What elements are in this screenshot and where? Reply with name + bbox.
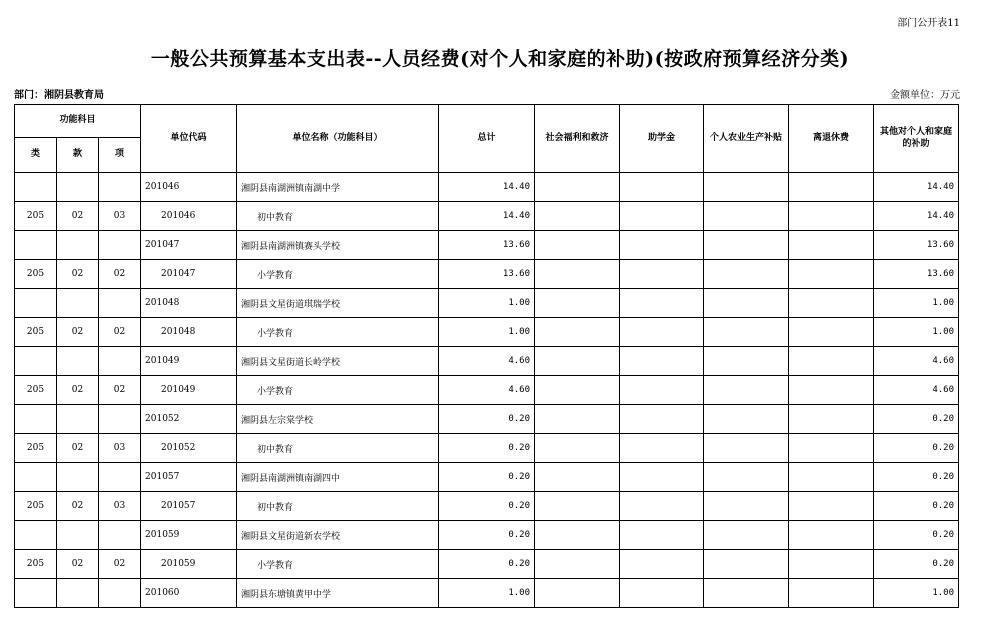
cell-total: 1.00: [439, 289, 535, 318]
table-row: [15, 376, 959, 405]
cell-total: 0.20: [439, 463, 535, 492]
table-row: [15, 289, 959, 318]
cell-unit-name: 小学教育: [237, 376, 439, 405]
cell-total: 1.00: [439, 318, 535, 347]
cell-lei: [15, 173, 57, 202]
header-farm-subsidy: 个人农业生产补贴: [704, 105, 789, 173]
page-title: 一般公共预算基本支出表--人员经费(对个人和家庭的补助)(按政府预算经济分类): [150, 48, 850, 70]
cell-farm-subsidy: [704, 376, 789, 405]
header-func-subject: 功能科目: [15, 105, 141, 138]
cell-unit-name: 初中教育: [237, 492, 439, 521]
cell-farm-subsidy: [704, 405, 789, 434]
cell-social-welfare: [535, 463, 620, 492]
cell-lei: [15, 521, 57, 550]
table-row: [15, 405, 959, 434]
cell-stipend: [620, 579, 704, 608]
header-social-welfare: 社会福利和救济: [535, 105, 620, 173]
amount-unit-label: 金额单位：万元: [890, 90, 960, 101]
cell-social-welfare: [535, 347, 620, 376]
cell-unit-code: 201052: [141, 405, 237, 434]
cell-stipend: [620, 463, 704, 492]
cell-unit-name: 小学教育: [237, 550, 439, 579]
cell-unit-code: 201048: [141, 318, 237, 347]
cell-total: 4.60: [439, 376, 535, 405]
cell-social-welfare: [535, 550, 620, 579]
table-row: [15, 492, 959, 521]
cell-total: 13.60: [439, 231, 535, 260]
cell-stipend: [620, 405, 704, 434]
cell-total: 0.20: [439, 492, 535, 521]
cell-retirement: [789, 231, 874, 260]
cell-other-subsidy: 0.20: [874, 521, 959, 550]
cell-xiang: [99, 173, 141, 202]
header-retirement: 离退休费: [789, 105, 874, 173]
cell-social-welfare: [535, 318, 620, 347]
cell-social-welfare: [535, 173, 620, 202]
cell-farm-subsidy: [704, 521, 789, 550]
cell-unit-name: 湘阴县左宗棠学校: [237, 405, 439, 434]
cell-total: 14.40: [439, 173, 535, 202]
cell-kuan: [57, 463, 99, 492]
cell-unit-code: 201047: [141, 231, 237, 260]
cell-unit-name: 湘阴县文星街道新农学校: [237, 521, 439, 550]
cell-kuan: 02: [57, 202, 99, 231]
header-unit-code: 单位代码: [141, 105, 237, 173]
cell-other-subsidy: 4.60: [874, 376, 959, 405]
cell-kuan: [57, 173, 99, 202]
cell-total: 1.00: [439, 579, 535, 608]
table-body: [15, 173, 959, 608]
cell-unit-code: 201049: [141, 347, 237, 376]
cell-stipend: [620, 492, 704, 521]
cell-unit-code: 201047: [141, 260, 237, 289]
cell-other-subsidy: 13.60: [874, 231, 959, 260]
cell-social-welfare: [535, 579, 620, 608]
cell-lei: [15, 231, 57, 260]
cell-other-subsidy: 0.20: [874, 405, 959, 434]
cell-lei: [15, 289, 57, 318]
cell-total: 13.60: [439, 260, 535, 289]
cell-kuan: 02: [57, 376, 99, 405]
header-xiang: 项: [99, 138, 141, 173]
cell-kuan: [57, 579, 99, 608]
cell-unit-code: 201046: [141, 202, 237, 231]
cell-lei: 205: [15, 318, 57, 347]
cell-farm-subsidy: [704, 202, 789, 231]
cell-unit-code: 201059: [141, 521, 237, 550]
cell-kuan: [57, 289, 99, 318]
table-row: [15, 579, 959, 608]
cell-unit-name: 初中教育: [237, 202, 439, 231]
table-row: [15, 347, 959, 376]
cell-farm-subsidy: [704, 318, 789, 347]
cell-lei: 205: [15, 434, 57, 463]
cell-stipend: [620, 202, 704, 231]
cell-unit-code: 201057: [141, 492, 237, 521]
cell-social-welfare: [535, 492, 620, 521]
form-number: 部门公开表11: [897, 18, 960, 29]
header-stipend: 助学金: [620, 105, 704, 173]
cell-unit-name: 湘阴县文星街道长岭学校: [237, 347, 439, 376]
cell-total: 0.20: [439, 521, 535, 550]
cell-unit-code: 201057: [141, 463, 237, 492]
header-total: 总计: [439, 105, 535, 173]
cell-social-welfare: [535, 202, 620, 231]
cell-social-welfare: [535, 260, 620, 289]
cell-farm-subsidy: [704, 231, 789, 260]
cell-xiang: 02: [99, 260, 141, 289]
cell-xiang: [99, 347, 141, 376]
cell-stipend: [620, 260, 704, 289]
cell-unit-code: 201059: [141, 550, 237, 579]
cell-unit-code: 201060: [141, 579, 237, 608]
cell-kuan: 02: [57, 434, 99, 463]
cell-xiang: [99, 231, 141, 260]
cell-other-subsidy: 1.00: [874, 579, 959, 608]
cell-unit-name: 湘阴县文星街道琪瑞学校: [237, 289, 439, 318]
cell-farm-subsidy: [704, 434, 789, 463]
cell-other-subsidy: 13.60: [874, 260, 959, 289]
cell-kuan: 02: [57, 550, 99, 579]
cell-total: 4.60: [439, 347, 535, 376]
cell-farm-subsidy: [704, 550, 789, 579]
cell-kuan: 02: [57, 492, 99, 521]
cell-xiang: 02: [99, 550, 141, 579]
cell-unit-code: 201052: [141, 434, 237, 463]
header-unit-name: 单位名称（功能科目）: [237, 105, 439, 173]
cell-lei: [15, 463, 57, 492]
table-row: [15, 260, 959, 289]
cell-stipend: [620, 434, 704, 463]
cell-stipend: [620, 550, 704, 579]
cell-other-subsidy: 1.00: [874, 318, 959, 347]
cell-social-welfare: [535, 376, 620, 405]
cell-farm-subsidy: [704, 579, 789, 608]
cell-lei: 205: [15, 202, 57, 231]
cell-other-subsidy: 0.20: [874, 492, 959, 521]
cell-unit-code: 201049: [141, 376, 237, 405]
cell-stipend: [620, 318, 704, 347]
cell-xiang: 03: [99, 492, 141, 521]
cell-social-welfare: [535, 521, 620, 550]
cell-other-subsidy: 0.20: [874, 550, 959, 579]
cell-social-welfare: [535, 289, 620, 318]
cell-xiang: [99, 579, 141, 608]
cell-farm-subsidy: [704, 463, 789, 492]
table-row: [15, 318, 959, 347]
cell-social-welfare: [535, 434, 620, 463]
cell-retirement: [789, 463, 874, 492]
cell-lei: [15, 405, 57, 434]
cell-social-welfare: [535, 405, 620, 434]
header-kuan: 款: [57, 138, 99, 173]
cell-unit-name: 湘阴县南湖洲镇赛头学校: [237, 231, 439, 260]
cell-stipend: [620, 173, 704, 202]
cell-lei: 205: [15, 492, 57, 521]
table-row: [15, 231, 959, 260]
cell-stipend: [620, 347, 704, 376]
cell-retirement: [789, 347, 874, 376]
cell-retirement: [789, 173, 874, 202]
cell-other-subsidy: 0.20: [874, 434, 959, 463]
cell-unit-name: 湘阴县东塘镇黄甲中学: [237, 579, 439, 608]
table-row: [15, 173, 959, 202]
cell-xiang: [99, 289, 141, 318]
cell-farm-subsidy: [704, 347, 789, 376]
table-row: [15, 521, 959, 550]
cell-stipend: [620, 376, 704, 405]
table-row: [15, 463, 959, 492]
cell-lei: 205: [15, 550, 57, 579]
cell-retirement: [789, 550, 874, 579]
cell-unit-code: 201046: [141, 173, 237, 202]
cell-farm-subsidy: [704, 173, 789, 202]
cell-total: 0.20: [439, 550, 535, 579]
cell-kuan: 02: [57, 260, 99, 289]
cell-xiang: 02: [99, 318, 141, 347]
cell-other-subsidy: 14.40: [874, 173, 959, 202]
cell-retirement: [789, 405, 874, 434]
cell-retirement: [789, 492, 874, 521]
cell-unit-name: 湘阴县南湖洲镇南湖四中: [237, 463, 439, 492]
cell-stipend: [620, 289, 704, 318]
cell-other-subsidy: 14.40: [874, 202, 959, 231]
cell-retirement: [789, 434, 874, 463]
cell-retirement: [789, 289, 874, 318]
table-row: [15, 434, 959, 463]
cell-farm-subsidy: [704, 492, 789, 521]
cell-unit-name: 湘阴县南湖洲镇南湖中学: [237, 173, 439, 202]
cell-stipend: [620, 231, 704, 260]
table-row: [15, 550, 959, 579]
cell-total: 0.20: [439, 405, 535, 434]
cell-unit-name: 小学教育: [237, 318, 439, 347]
cell-lei: [15, 347, 57, 376]
cell-xiang: [99, 521, 141, 550]
cell-lei: 205: [15, 376, 57, 405]
cell-xiang: 02: [99, 376, 141, 405]
cell-kuan: [57, 231, 99, 260]
cell-xiang: 03: [99, 434, 141, 463]
cell-retirement: [789, 376, 874, 405]
header-other-subsidy: 其他对个人和家庭的补助: [874, 105, 959, 173]
cell-total: 0.20: [439, 434, 535, 463]
cell-retirement: [789, 318, 874, 347]
cell-other-subsidy: 1.00: [874, 289, 959, 318]
cell-lei: 205: [15, 260, 57, 289]
cell-retirement: [789, 202, 874, 231]
cell-kuan: [57, 347, 99, 376]
cell-other-subsidy: 0.20: [874, 463, 959, 492]
cell-total: 14.40: [439, 202, 535, 231]
cell-retirement: [789, 579, 874, 608]
cell-farm-subsidy: [704, 260, 789, 289]
cell-stipend: [620, 521, 704, 550]
cell-farm-subsidy: [704, 289, 789, 318]
cell-kuan: [57, 405, 99, 434]
cell-xiang: [99, 463, 141, 492]
cell-unit-code: 201048: [141, 289, 237, 318]
cell-other-subsidy: 4.60: [874, 347, 959, 376]
header-lei: 类: [15, 138, 57, 173]
table-row: [15, 202, 959, 231]
cell-retirement: [789, 260, 874, 289]
cell-kuan: [57, 521, 99, 550]
cell-xiang: 03: [99, 202, 141, 231]
cell-unit-name: 初中教育: [237, 434, 439, 463]
cell-retirement: [789, 521, 874, 550]
budget-table: [14, 104, 959, 608]
cell-xiang: [99, 405, 141, 434]
cell-lei: [15, 579, 57, 608]
cell-unit-name: 小学教育: [237, 260, 439, 289]
cell-social-welfare: [535, 231, 620, 260]
department-label: 部门：湘阴县教育局: [14, 90, 104, 101]
cell-kuan: 02: [57, 318, 99, 347]
